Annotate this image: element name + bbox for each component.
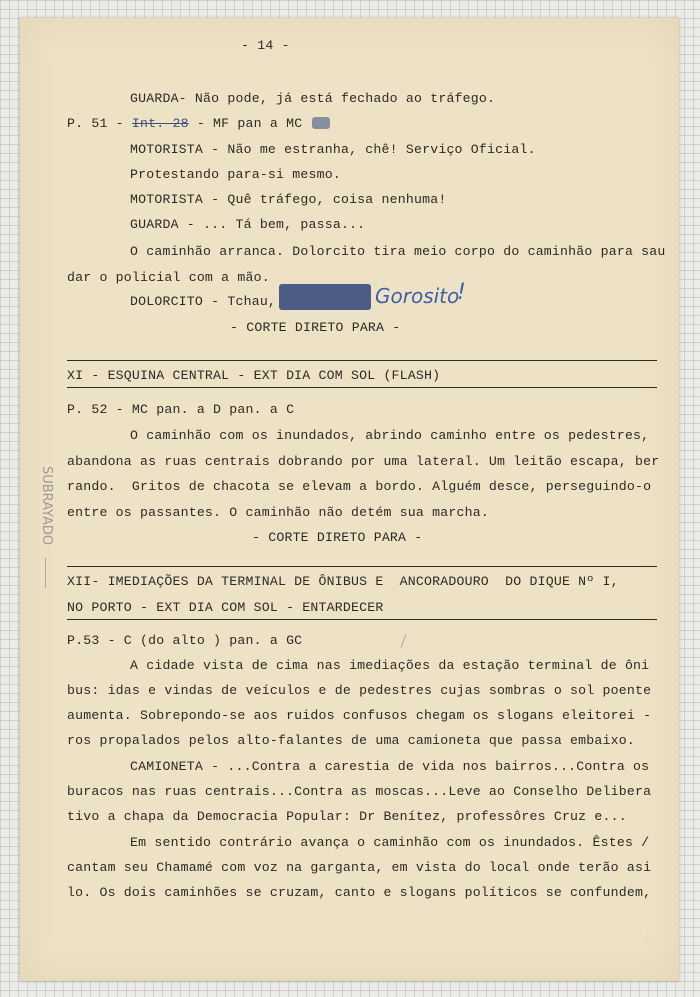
ink-blot — [279, 284, 371, 310]
text-line: Em sentido contrário avança o caminhão com os inundados. Êstes / — [130, 835, 650, 850]
section-heading: XII- IMEDIAÇÕES DA TERMINAL DE ÔNIBUS E ANCORADOURO DO DIQUE Nº I, — [67, 574, 619, 589]
ink-scribble — [312, 117, 330, 129]
text-line: ros propalados pelos alto-falantes de uma camioneta que passa embaixo. — [67, 733, 635, 748]
text-line: buracos nas ruas centrais...Contra as moscas...Leve ao Conselho Delibera — [67, 784, 652, 799]
text-line: O caminhão com os inundados, abrindo caminho entre os pedestres, — [130, 428, 650, 443]
text-line: entre os passantes. O caminhão não detém sua marcha. — [67, 505, 489, 520]
section-rule — [67, 566, 657, 567]
text-line: rando. Gritos de chacota se elevam a bordo. Alguém desce, perseguindo-o — [67, 479, 652, 494]
page-number: - 14 - — [241, 38, 290, 53]
text-line: A cidade vista de cima nas imediações da estação terminal de ôni — [130, 658, 650, 673]
text-line: lo. Os dois caminhões se cruzam, canto e slogans políticos se confundem, — [67, 885, 652, 900]
text-line: MOTORISTA - Quê tráfego, coisa nenhuma! — [130, 192, 447, 207]
transition-line: - CORTE DIRETO PARA - — [252, 530, 423, 545]
document-page — [20, 18, 679, 981]
text-line: MOTORISTA - Não me estranha, chê! Serviço Oficial. — [130, 142, 536, 157]
section-rule — [67, 387, 657, 388]
handwritten-exclamation: ! — [457, 280, 466, 305]
section-rule — [67, 619, 657, 620]
text-line: DOLORCITO - Tchau, — [130, 294, 277, 309]
shot-line: P. 52 - MC pan. a D pan. a C — [67, 402, 295, 417]
text-line: Protestando para-si mesmo. — [130, 167, 341, 182]
pencil-mark — [45, 558, 46, 588]
struck-text: Int. 28 — [131, 116, 189, 131]
text-line: CAMIONETA - ...Contra a carestia de vida nos bairros...Contra os — [130, 759, 650, 774]
text-line: tivo a chapa da Democracia Popular: Dr Benítez, professôres Cruz e... — [67, 809, 627, 824]
shot-line: P.53 - C (do alto ) pan. a GC — [67, 633, 303, 648]
section-heading: NO PORTO - EXT DIA COM SOL - ENTARDECER — [67, 600, 384, 615]
shot-suffix: - MF pan a MC — [188, 116, 303, 131]
shot-line — [67, 116, 302, 132]
text-line: GUARDA- Não pode, já está fechado ao tráfego. — [130, 91, 496, 106]
text-line: cantam seu Chamamé com voz na garganta, em vista do local onde terão asi — [67, 860, 652, 875]
handwritten-name: Gorosito — [375, 284, 460, 308]
transition-line: - CORTE DIRETO PARA - — [230, 320, 401, 335]
text-line: aumenta. Sobrepondo-se aos ruidos confusos chegam os slogans eleitorei - — [67, 708, 652, 723]
text-line: bus: idas e vindas de veículos e de pedestres cujas sombras o sol poente — [67, 683, 652, 698]
pencil-margin-note: SUBRAYADO — [39, 466, 54, 546]
text-line: dar o policial com a mão. — [67, 270, 270, 285]
section-rule — [67, 360, 657, 361]
section-heading: XI - ESQUINA CENTRAL - EXT DIA COM SOL (FLASH) — [67, 368, 441, 383]
text-line: O caminhão arranca. Dolorcito tira meio corpo do caminhão para sau — [130, 244, 666, 259]
text-line: GUARDA - ... Tá bem, passa... — [130, 217, 366, 232]
pencil-mark — [401, 634, 407, 647]
text-line: abandona as ruas centrais dobrando por uma lateral. Um leitão escapa, ber — [67, 454, 660, 469]
shot-prefix: P. 51 - — [67, 116, 132, 131]
